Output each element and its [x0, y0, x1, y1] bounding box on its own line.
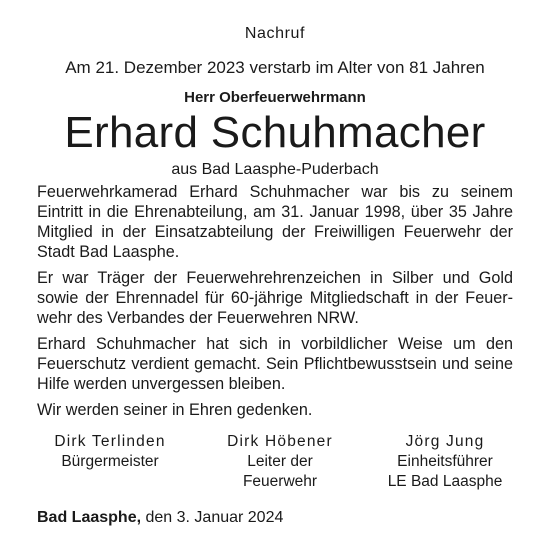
signer-title: Einheitsführer [397, 453, 493, 470]
signer-unit-leader [360, 432, 530, 492]
signer-name: Dirk Höbener [227, 433, 333, 450]
obituary-text [37, 182, 513, 426]
paragraph-honors: Er war Träger der Feuerwehrehrenzeichen in Silber und Gold sowie der Ehrennadel für 60-jährige Mitgliedschaft in der Feuer-wehr des Verbandes der Feuerwehren NRW. [37, 269, 513, 327]
signer-title-line2: Feuerwehr [242, 473, 318, 490]
signer-title: Leiter der [247, 453, 313, 470]
paragraph-merit: Erhard Schuhmacher hat sich in vorbildlicher Weise um den Feuerschutz verdient gemacht. Sein Pflichtbewusstsein und seine Hilfe werden unvergessen bleiben. [37, 335, 513, 393]
deceased-name: Erhard Schuhmacher [64, 108, 486, 157]
signer-name: Jörg Jung [405, 433, 485, 450]
paragraph-closing: Wir werden seiner in Ehren gedenken. [37, 401, 313, 419]
death-announcement: Am 21. Dezember 2023 verstarb im Alter von 81 Jahren [65, 58, 485, 77]
signer-fire-chief [200, 432, 360, 492]
deceased-rank: Herr Oberfeuerwehrmann [184, 89, 366, 106]
signer-title-line2: LE Bad Laasphe [387, 473, 503, 490]
paragraph-membership: Feuerwehrkamerad Erhard Schuhmacher war bis zu seinem Eintritt in die Ehrenabteilung, am 31. Januar 1998, über 35 Jahre Mitglied in der Einsatzabteilung der Freiwilligen Feuerwehr der Stadt Bad Laasphe. [37, 183, 513, 261]
signer-title: Bürgermeister [61, 453, 159, 470]
signer-name: Dirk Terlinden [54, 433, 166, 450]
place-date [37, 509, 283, 527]
place: Bad Laasphe, [37, 509, 142, 526]
signer-mayor [30, 432, 190, 472]
notice-heading: Nachruf [244, 25, 306, 42]
date: den 3. Januar 2024 [145, 509, 284, 526]
deceased-origin: aus Bad Laasphe-Puderbach [171, 161, 379, 178]
